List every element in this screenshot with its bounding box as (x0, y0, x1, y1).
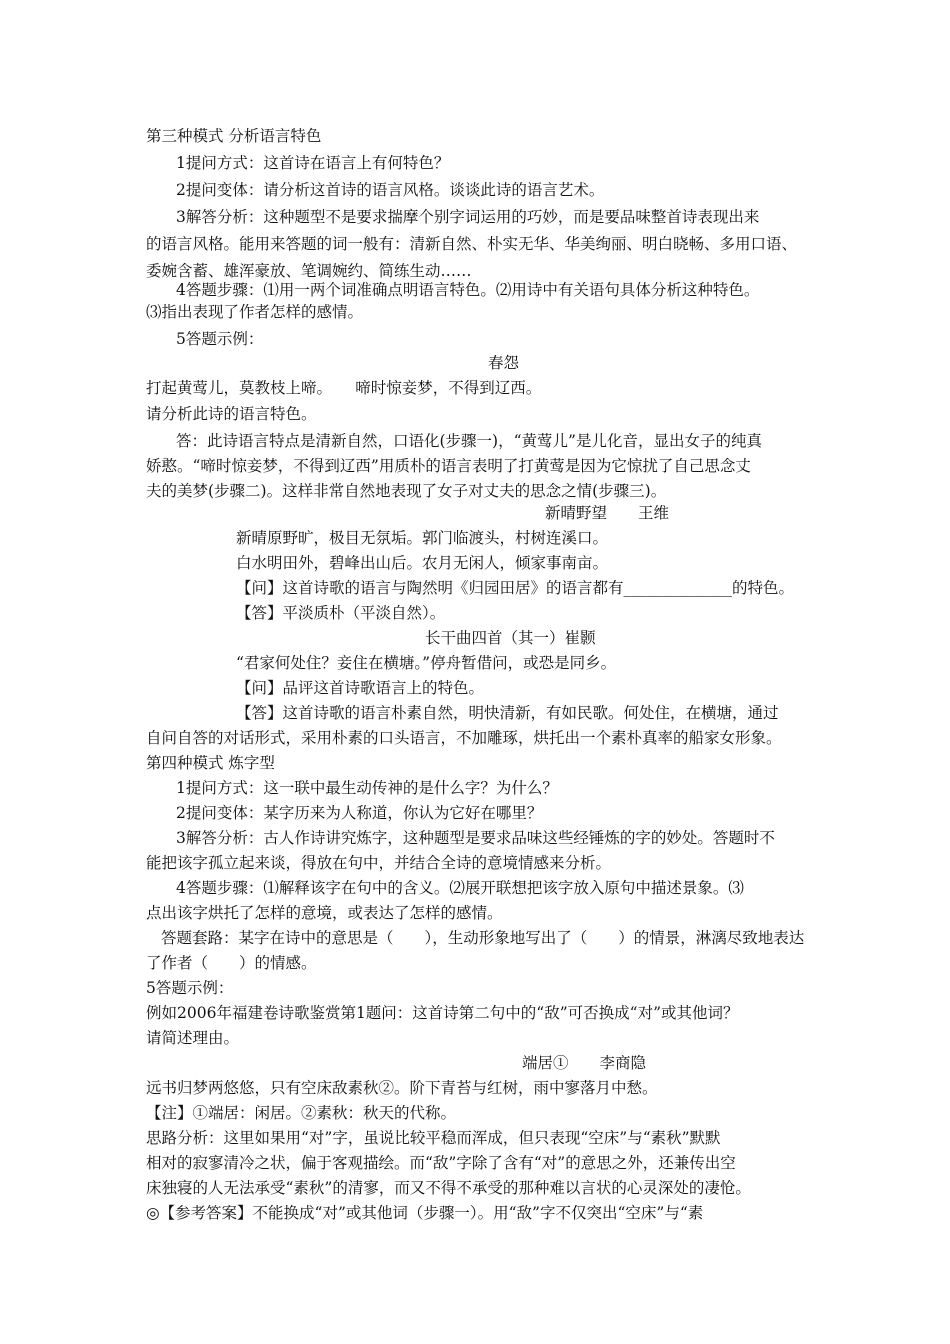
poem-line: 打起黄莺儿，莫教枝上啼。 啼时惊妾梦，不得到辽西。 (146, 379, 542, 397)
paragraph-line: 娇憨。“啼时惊妾梦，不得到辽西”用质朴的语言表明了打黄莺是因为它惊扰了自己思念丈 (146, 457, 751, 475)
paragraph-line: 床独寝的人无法承受“素秋”的清寥，而又不得不承受的那种难以言状的心灵深处的凄怆。 (146, 1179, 751, 1197)
paragraph-line: 能把该字孤立起来谈，得放在句中，并结合全诗的意境情感来分析。 (146, 854, 612, 872)
poem-line: “君家何处住？妾住在横塘。”停舟暂借问，或恐是同乡。 (236, 654, 617, 672)
paragraph-line: ⑶指出表现了作者怎样的感情。 (146, 303, 364, 321)
paragraph-line: 夫的美梦(步骤二)。这样非常自然地表现了女子对丈夫的思念之情(步骤三)。 (146, 482, 667, 500)
paragraph-line: 4答题步骤：⑴用一两个词准确点明语言特色。⑵用诗中有关语句具体分析这种特色。 (176, 281, 760, 299)
poem-title: 端居① 李商隐 (522, 1054, 647, 1072)
paragraph-line: 例如2006年福建卷诗歌鉴赏第1题问：这首诗第二句中的“敌”可否换成“对”或其他词？ (146, 1004, 739, 1022)
poem-line: 新晴原野旷，极目无氛垢。郭门临渡头，村树连溪口。 (236, 529, 609, 547)
paragraph-line: 思路分析：这里如果用“对”字，虽说比较平稳而浑成，但只表现“空床”与“素秋”默默 (146, 1129, 721, 1147)
section-heading-3: 第三种模式 分析语言特色 (146, 127, 322, 145)
paragraph-line: 答：此诗语言特点是清新自然，口语化(步骤一)，“黄莺儿”是儿化音，显出女子的纯真 (176, 432, 762, 450)
paragraph-line: 2提问变体：请分析这首诗的语言风格。谈谈此诗的语言艺术。 (176, 181, 605, 199)
poem-line: 远书归梦两悠悠，只有空床敌素秋②。阶下青苔与红树，雨中寥落月中愁。 (146, 1079, 658, 1097)
paragraph-line: 自问自答的对话形式，采用朴素的口头语言，不加雕琢，烘托出一个素朴真率的船家女形象。 (146, 729, 782, 747)
paragraph-line: 3解答分析：这种题型不是要求揣摩个别字词运用的巧妙，而是要品味整首诗表现出来 (176, 208, 760, 226)
paragraph-line: 的语言风格。能用来答题的词一般有：清新自然、朴实无华、华美绚丽、明白晓畅、多用口语、 (146, 235, 798, 253)
paragraph-line: 1提问方式：这首诗在语言上有何特色？ (176, 154, 450, 172)
note-line: 【注】①端居：闲居。②素秋：秋天的代称。 (146, 1104, 457, 1122)
paragraph-line: 了作者（ ）的情感。 (146, 954, 317, 972)
answer-line: 【答】平淡质朴（平淡自然）。 (236, 604, 446, 622)
paragraph-line: 4答题步骤：⑴解释该字在句中的含义。⑵展开联想把该字放入原句中描述景象。⑶ (176, 879, 744, 897)
poem-line: 白水明田外，碧峰出山后。农月无闲人，倾家事南亩。 (236, 554, 609, 572)
paragraph-line: 5答题示例： (146, 979, 234, 997)
paragraph-line: 请分析此诗的语言特色。 (146, 405, 317, 423)
question-line: 【问】这首诗歌的语言与陶然明《归园田居》的语言都有______________的特色。 (236, 579, 795, 597)
paragraph-line: 2提问变体：某字历来为人称道，你认为它好在哪里？ (176, 804, 543, 822)
paragraph-line: 3解答分析：古人作诗讲究炼字，这种题型是要求品味这些经锤炼的字的妙处。答题时不 (176, 829, 775, 847)
answer-line: 【答】这首诗歌的语言朴素自然，明快清新，有如民歌。何处住，在横塘，通过 (236, 704, 779, 722)
paragraph-line: 答题套路：某字在诗中的意思是（ ），生动形象地写出了（ ）的情景，淋漓尽致地表达 (161, 929, 805, 947)
paragraph-line: ◎【参考答案】不能换成“对”或其他词（步骤一）。用“敌”字不仅突出“空床”与“素 (146, 1204, 704, 1222)
paragraph-line: 请简述理由。 (146, 1029, 240, 1047)
paragraph-line: 点出该字烘托了怎样的意境，或表达了怎样的感情。 (146, 904, 503, 922)
poem-title: 新晴野望 王维 (545, 504, 670, 522)
section-heading-4: 第四种模式 炼字型 (146, 754, 275, 772)
paragraph-line: 相对的寂寥清冷之状，偏于客观描绘。而“敌”字除了含有“对”的意思之外，还兼传出空 (146, 1154, 736, 1172)
poem-title: 春怨 (488, 354, 520, 372)
paragraph-line: 1提问方式：这一联中最生动传神的是什么字？为什么？ (176, 779, 558, 797)
paragraph-line: 委婉含蓄、雄浑豪放、笔调婉约、简练生动…… (146, 262, 472, 280)
paragraph-line: 5答题示例： (176, 330, 264, 348)
question-line: 【问】品评这首诗歌语言上的特色。 (236, 679, 485, 697)
poem-title: 长干曲四首（其一）崔颢 (425, 629, 596, 647)
